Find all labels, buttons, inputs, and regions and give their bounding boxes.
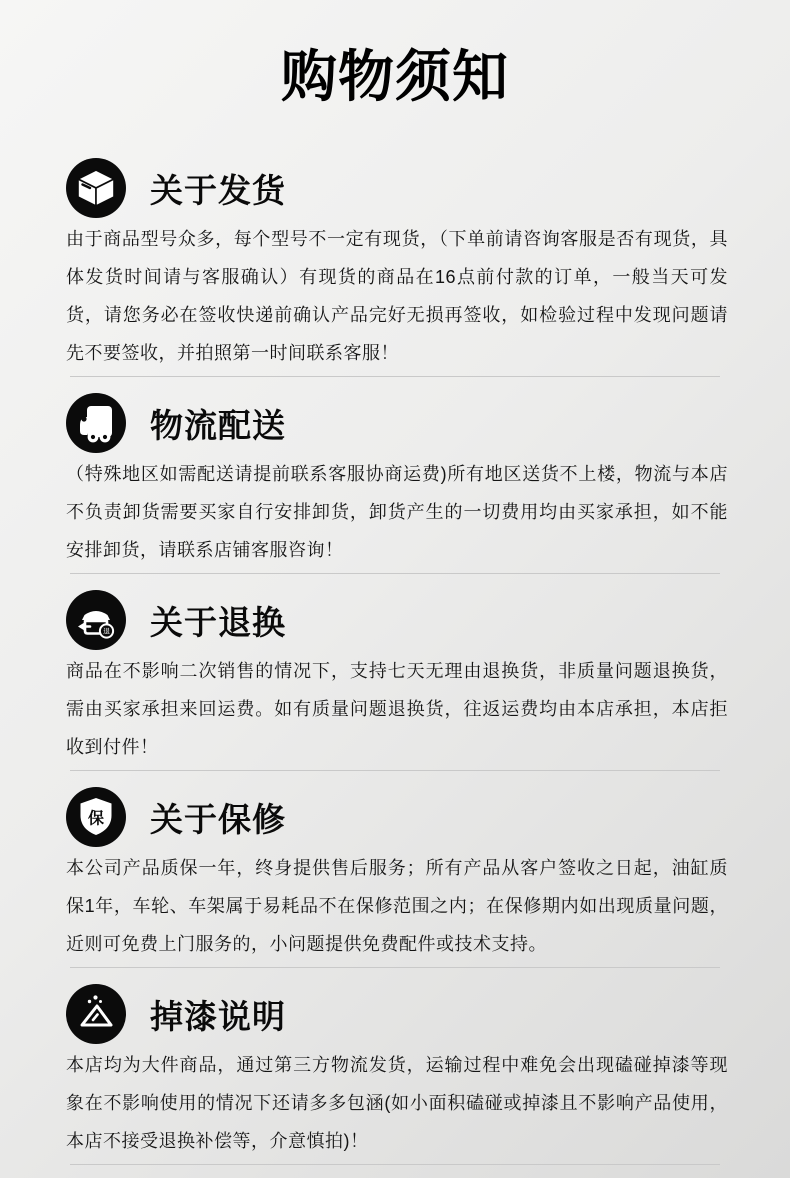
divider bbox=[70, 376, 720, 377]
section-heading-warranty: 关于保修 bbox=[150, 800, 286, 838]
section-heading-shipping: 关于发货 bbox=[150, 171, 286, 209]
divider bbox=[70, 573, 720, 574]
paint-chip-icon bbox=[66, 984, 126, 1044]
section-body-warranty: 本公司产品质保一年，终身提供售后服务；所有产品从客户签收之日起，油缸质保1年，车轮、车架属于易耗品不在保修范围之内；在保修期内如出现质量问题，近则可免费上门服务的，小问题提供免费配件或技术支持。 bbox=[66, 858, 728, 954]
divider bbox=[70, 1164, 720, 1165]
section-header-paint bbox=[0, 984, 790, 1044]
divider bbox=[70, 770, 720, 771]
delivery-truck-icon bbox=[66, 393, 126, 453]
section-heading-paint: 掉漆说明 bbox=[150, 997, 286, 1035]
section-header-logistics bbox=[0, 393, 790, 453]
divider bbox=[70, 967, 720, 968]
warranty-shield-icon bbox=[66, 787, 126, 847]
section-heading-logistics: 物流配送 bbox=[150, 406, 286, 444]
section-body-shipping: 由于商品型号众多，每个型号不一定有现货，（下单前请咨询客服是否有现货，具体发货时间请与客服确认）有现货的商品在16点前付款的订单，一般当天可发货，请您务必在签收快递前确认产品完好无损再签收，如检验过程中发现问题请先不要签收，并拍照第一时间联系客服！ bbox=[66, 229, 728, 363]
section-header-warranty bbox=[0, 787, 790, 847]
section-header-returns bbox=[0, 590, 790, 650]
page-title: 购物须知 bbox=[281, 45, 509, 108]
return-box-icon bbox=[66, 590, 126, 650]
section-heading-returns: 关于退换 bbox=[150, 603, 286, 641]
section-body-logistics: （特殊地区如需配送请提前联系客服协商运费)所有地区送货不上楼，物流与本店不负责卸货需要买家自行安排卸货，卸货产生的一切费用均由买家承担，如不能安排卸货，请联系店铺客服咨询！ bbox=[66, 464, 728, 560]
section-body-paint: 本店均为大件商品，通过第三方物流发货，运输过程中难免会出现磕碰掉漆等现象在不影响使用的情况下还请多多包涵(如小面积磕碰或掉漆且不影响产品使用，本店不接受退换补偿等，介意慎拍)！ bbox=[66, 1055, 728, 1151]
section-body-returns: 商品在不影响二次销售的情况下，支持七天无理由退换货，非质量问题退换货，需由买家承担来回运费。如有质量问题退换货，往返运费均由本店承担，本店拒收到付件！ bbox=[66, 661, 728, 757]
section-header-shipping bbox=[0, 158, 790, 218]
return-coin-glyph: 退 bbox=[103, 628, 110, 636]
package-box-icon bbox=[66, 158, 126, 218]
shield-glyph: 保 bbox=[87, 810, 105, 828]
